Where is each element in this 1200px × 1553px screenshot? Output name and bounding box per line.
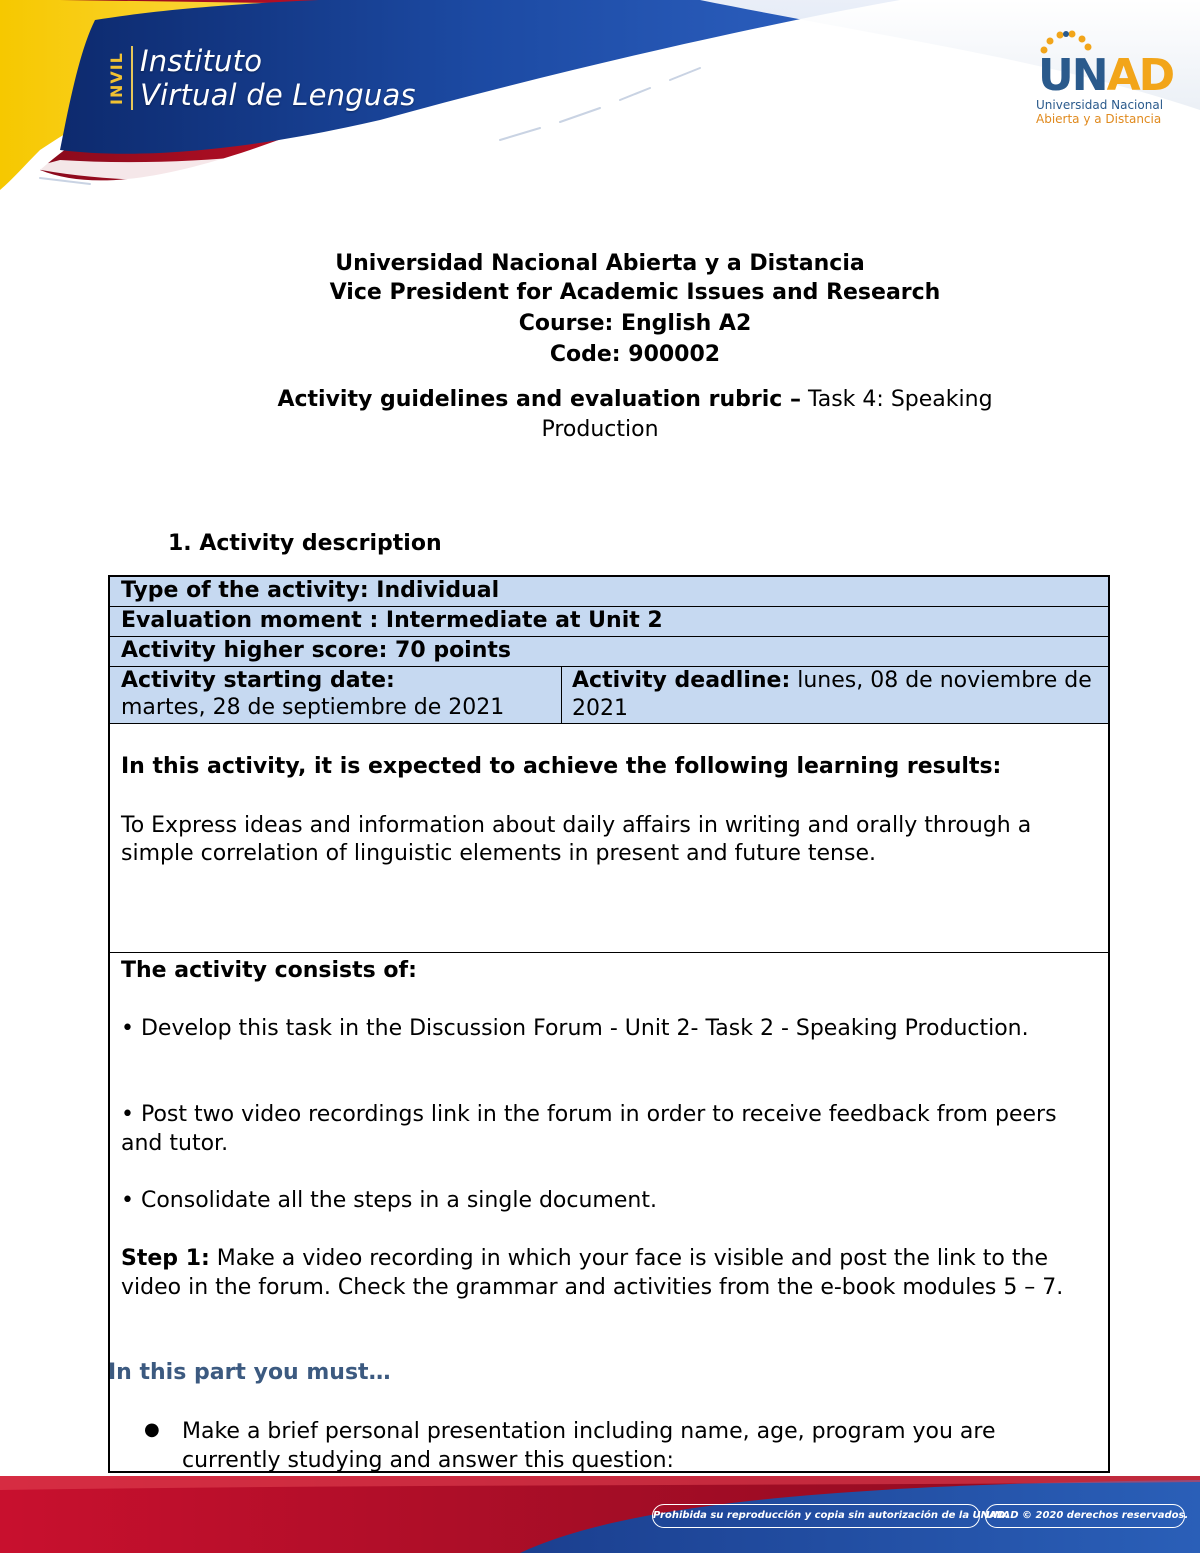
row-activity-consists xyxy=(110,953,1108,1471)
footer-copyright: UNAD © 2020 derechos reservados. xyxy=(985,1504,1185,1528)
learning-results-text: To Express ideas and information about daily affairs in writing and orally through a simple correlation of linguistic elements in present and future tense. xyxy=(121,813,1032,866)
title-guidelines-bold: Activity guidelines and evaluation rubric – xyxy=(277,387,801,412)
step-1-paragraph xyxy=(121,1245,1096,1302)
consists-bullet-forum: • Develop this task in the Discussion Forum - Unit 2- Task 2 - Speaking Production. xyxy=(121,1016,1029,1041)
header-banner xyxy=(0,0,1200,230)
starting-date-label: Activity starting date: xyxy=(121,668,395,693)
title-guidelines-task: Task 4: Speaking xyxy=(800,387,993,412)
consists-bullet-document: • Consolidate all the steps in a single document. xyxy=(121,1188,657,1213)
row-activity-type: Type of the activity: Individual xyxy=(110,577,1108,607)
title-vice-president: Vice President for Academic Issues and Research xyxy=(329,280,941,305)
list-bullet-icon: ● xyxy=(144,1419,160,1440)
title-university: Universidad Nacional Abierta y a Distancia xyxy=(335,251,865,276)
deadline-value: lunes, 08 de noviembre de 2021 xyxy=(572,668,1092,721)
title-guidelines-continued: Production xyxy=(541,417,659,442)
cell-deadline xyxy=(562,667,1108,723)
banner-title-line1: Instituto xyxy=(140,44,263,78)
part-heading: In this part you must… xyxy=(108,1360,391,1385)
unad-logo-word: UNAD xyxy=(1038,50,1174,101)
footer-copy-notice: Prohibida su reproducción y copia sin autorización de la UNAD. xyxy=(652,1504,980,1528)
title-guidelines xyxy=(35,387,1200,412)
learning-results-heading: In this activity, it is expected to achieve the following learning results: xyxy=(121,754,1002,779)
cell-starting-date xyxy=(110,667,562,723)
banner-swoosh-graphic xyxy=(0,0,1200,230)
step-1-text: Make a video recording in which your face is visible and post the link to the video in the forum. Check the grammar and activities from the e-book modules 5 – 7. xyxy=(121,1246,1064,1300)
title-code: Code: 900002 xyxy=(549,342,721,367)
starting-date-value: martes, 28 de septiembre de 2021 xyxy=(121,695,505,720)
row-evaluation-moment: Evaluation moment : Intermediate at Unit 2 xyxy=(110,607,1108,637)
title-course: Course: English A2 xyxy=(518,311,752,336)
banner-divider xyxy=(131,46,133,110)
deadline-label: Activity deadline: xyxy=(572,668,791,693)
activity-description-table xyxy=(108,575,1110,1473)
row-dates xyxy=(110,667,1108,724)
banner-title-line2: Virtual de Lenguas xyxy=(140,78,416,112)
section-heading: 1. Activity description xyxy=(168,531,442,556)
row-higher-score: Activity higher score: 70 points xyxy=(110,637,1108,667)
banner-vertical-brand: INVIL xyxy=(107,52,126,106)
consists-bullet-video: • Post two video recordings link in the forum in order to receive feedback from peers and tutor. xyxy=(121,1102,1057,1156)
unad-logo xyxy=(1030,28,1174,128)
consists-heading: The activity consists of: xyxy=(121,958,417,983)
unad-logo-subtitle-1: Universidad Nacional xyxy=(1036,98,1164,112)
unad-logo-subtitle-2: Abierta y a Distancia xyxy=(1036,112,1162,126)
row-learning-results xyxy=(110,724,1108,953)
step-1-label: Step 1: xyxy=(121,1246,210,1271)
list-item-presentation: Make a brief personal presentation including name, age, program you are currently studying and answer this question: xyxy=(182,1419,996,1473)
